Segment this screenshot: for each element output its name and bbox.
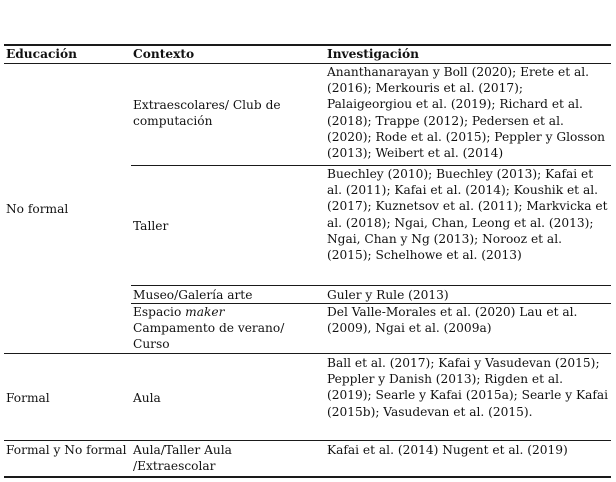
table-bottom-rule — [4, 476, 611, 478]
row-divider — [131, 285, 611, 286]
group-label-formal-y-no-formal: Formal y No formal — [6, 443, 127, 457]
contexto-prefix: Espacio — [133, 305, 186, 319]
row-contexto: Extraescolares/ Club de computación — [133, 98, 281, 129]
group-label-no-formal: No formal — [6, 202, 69, 216]
row-investigacion: Kafai et al. (2014) Nugent et al. (2019) — [327, 443, 568, 457]
row-contexto: Aula — [133, 391, 161, 405]
row-contexto-maker — [133, 304, 323, 353]
row-investigacion: Ball et al. (2017); Kafai y Vasudevan (2015); Peppler y Danish (2013); Rigden et al. (2019); Searle y Kafai (2015a); Searle y Kafai (2015b); Vasudevan et al. (2015). — [327, 356, 609, 419]
row-contexto: Museo/Galería arte — [133, 288, 253, 302]
row-investigacion: Del Valle-Morales et al. (2020) Lau et al. (2009), Ngai et al. (2009a) — [327, 305, 578, 336]
group-divider — [4, 440, 611, 441]
contexto-maker: maker — [185, 305, 225, 319]
header-contexto: Contexto — [133, 47, 195, 61]
row-contexto: Taller — [133, 219, 169, 233]
header-educacion: Educación — [6, 47, 78, 61]
row-investigacion: Buechley (2010); Buechley (2013); Kafai et al. (2011); Kafai et al. (2014); Koushik et al. (2017); Kuznetsov et al. (2011); Markvicka et al. (2018); Ngai, Chan, Leong et al. (2013); Ngai, Chan y Ng (2013); Norooz et al. (2015); Schelhowe et al. (2013) — [327, 167, 608, 263]
header-investigacion: Investigación — [327, 47, 419, 61]
group-divider — [4, 353, 611, 354]
row-investigacion: Ananthanarayan y Boll (2020); Erete et al. (2016); Merkouris et al. (2017); Palaigeorgiou et al. (2019); Richard et al. (2018); Trappe (2012); Pedersen et al. (2020); Rode et al. (2015); Peppler y Glosson (2013); Weibert et al. (2014) — [327, 65, 606, 161]
row-investigacion: Guler y Rule (2013) — [327, 288, 449, 302]
contexto-suffix: Campamento de verano/ Curso — [133, 321, 285, 352]
group-label-formal: Formal — [6, 391, 50, 405]
row-contexto: Aula/Taller Aula /Extraescolar — [133, 443, 232, 474]
